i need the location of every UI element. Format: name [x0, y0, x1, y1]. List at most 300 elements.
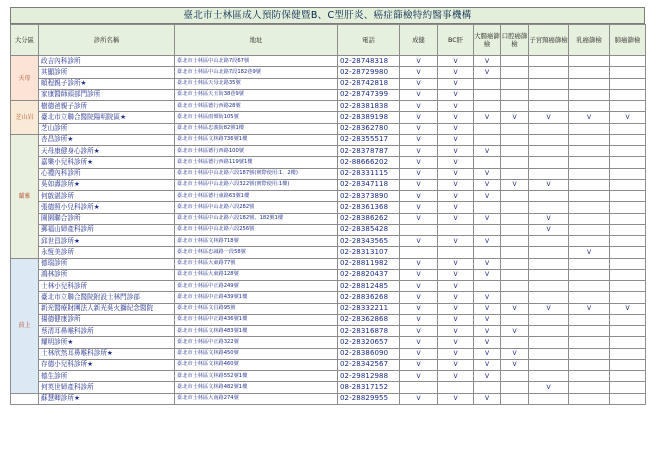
clinic-phone: 02-28355517 — [338, 134, 400, 145]
table-row — [11, 213, 646, 224]
clinic-phone: 02-28320657 — [338, 337, 400, 348]
table-row — [11, 393, 646, 404]
clinic-phone: 02-28820437 — [338, 269, 400, 280]
sheet-title: 臺北市士林區成人預防保健暨B、C型肝炎、癌症篩檢特約醫事機構 — [10, 7, 645, 24]
adult-checkup-mark: V — [400, 89, 438, 100]
clinic-name: 新光醫療財團法人新光吳火獅紀念醫院 — [39, 303, 175, 314]
hepatitis-bc-mark: V — [438, 157, 474, 168]
clinic-phone: 02-28362780 — [338, 123, 400, 134]
hepatitis-bc-mark — [438, 224, 474, 235]
adult-checkup-mark: V — [400, 157, 438, 168]
header-address: 地址 — [175, 25, 338, 56]
clinic-address: 臺北市士林區中山北路六段256號 — [175, 224, 338, 235]
breast-screening-mark — [569, 236, 610, 247]
clinic-address: 臺北市士林區德行東路63號1樓 — [175, 191, 338, 202]
table-row — [11, 134, 646, 145]
header-name: 診所名稱 — [39, 25, 175, 56]
cervical-screening-mark — [529, 236, 569, 247]
clinic-phone: 02-28343565 — [338, 236, 400, 247]
hepatitis-bc-mark: V — [438, 269, 474, 280]
clinic-name: 士林小兒科診所 — [39, 281, 175, 292]
hepatitis-bc-mark: V — [438, 236, 474, 247]
breast-screening-mark — [569, 89, 610, 100]
adult-checkup-mark: V — [400, 56, 438, 67]
breast-screening-mark — [569, 101, 610, 112]
cervical-screening-mark — [529, 326, 569, 337]
lung-screening-mark — [610, 168, 646, 179]
hepatitis-bc-mark: V — [438, 56, 474, 67]
adult-checkup-mark: V — [400, 371, 438, 382]
clinic-name: 政吉內科診所 — [39, 56, 175, 67]
colon-screening-mark: V — [474, 348, 501, 359]
adult-checkup-mark: V — [400, 326, 438, 337]
clinic-address: 臺北市士林區中正路322號 — [175, 337, 338, 348]
cervical-screening-mark: V — [529, 303, 569, 314]
clinic-name: 永恆美診所 — [39, 247, 175, 258]
colon-screening-mark — [474, 78, 501, 89]
table-row — [11, 348, 646, 359]
lung-screening-mark — [610, 67, 646, 78]
table-row — [11, 224, 646, 235]
table-row — [11, 269, 646, 280]
table-row — [11, 123, 646, 134]
oral-screening-mark — [501, 337, 529, 348]
clinic-phone: 02-28331115 — [338, 168, 400, 179]
cervical-screening-mark: V — [529, 382, 569, 393]
oral-screening-mark — [501, 146, 529, 157]
lung-screening-mark — [610, 247, 646, 258]
hepatitis-bc-mark: V — [438, 101, 474, 112]
breast-screening-mark — [569, 393, 610, 404]
clinic-phone: 02-28389198 — [338, 112, 400, 123]
clinic-address: 臺北市士林區中山北路7段182巷9號 — [175, 67, 338, 78]
oral-screening-mark — [501, 67, 529, 78]
clinic-name: 順程親子診所★ — [39, 78, 175, 89]
clinic-phone: 02-28812485 — [338, 281, 400, 292]
adult-checkup-mark: V — [400, 146, 438, 157]
breast-screening-mark — [569, 67, 610, 78]
cervical-screening-mark: V — [529, 179, 569, 190]
clinic-name: 嘉樂小兒科診所★ — [39, 157, 175, 168]
clinic-address: 臺北市士林區忠誠路一段58號 — [175, 247, 338, 258]
breast-screening-mark — [569, 371, 610, 382]
cervical-screening-mark — [529, 89, 569, 100]
breast-screening-mark — [569, 213, 610, 224]
cervical-screening-mark — [529, 67, 569, 78]
lung-screening-mark — [610, 101, 646, 112]
cervical-screening-mark: V — [529, 224, 569, 235]
adult-checkup-mark: V — [400, 292, 438, 303]
clinic-address: 臺北市士林區中山北路六段187號(實際使用:1、2樓) — [175, 168, 338, 179]
oral-screening-mark: V — [501, 326, 529, 337]
adult-checkup-mark: V — [400, 213, 438, 224]
lung-screening-mark — [610, 202, 646, 213]
cervical-screening-mark — [529, 348, 569, 359]
oral-screening-mark: V — [501, 303, 529, 314]
table-body — [11, 56, 646, 405]
colon-screening-mark — [474, 134, 501, 145]
colon-screening-mark: V — [474, 292, 501, 303]
adult-checkup-mark: V — [400, 168, 438, 179]
clinic-name: 揚德健康診所 — [39, 314, 175, 325]
table-header-row — [11, 25, 646, 56]
clinic-phone: 02-28332211 — [338, 303, 400, 314]
clinic-name: 臺北市立聯合醫院附設士林門診部 — [39, 292, 175, 303]
table-row — [11, 337, 646, 348]
table-row — [11, 101, 646, 112]
header-breast-screening: 乳癌篩檢 — [569, 25, 610, 56]
colon-screening-mark — [474, 89, 501, 100]
clinic-address: 臺北市士林區文林路483號1樓 — [175, 326, 338, 337]
oral-screening-mark — [501, 78, 529, 89]
breast-screening-mark — [569, 191, 610, 202]
clinic-name: 鴻林診所 — [39, 269, 175, 280]
oral-screening-mark — [501, 168, 529, 179]
breast-screening-mark — [569, 146, 610, 157]
breast-screening-mark — [569, 359, 610, 370]
cervical-screening-mark — [529, 146, 569, 157]
oral-screening-mark — [501, 213, 529, 224]
clinic-address: 臺北市士林區文林路482號1樓 — [175, 382, 338, 393]
clinic-phone: 02-28386262 — [338, 213, 400, 224]
cervical-screening-mark — [529, 191, 569, 202]
hepatitis-bc-mark: V — [438, 202, 474, 213]
clinic-address: 臺北市士林區雨聲街105號 — [175, 112, 338, 123]
clinic-address: 臺北市士林區中山北路六段282號 — [175, 202, 338, 213]
clinic-name: 杏昌診所★ — [39, 134, 175, 145]
table-row — [11, 247, 646, 258]
colon-screening-mark: V — [474, 303, 501, 314]
table-row — [11, 359, 646, 370]
lung-screening-mark — [610, 89, 646, 100]
lung-screening-mark — [610, 348, 646, 359]
clinic-name: 蔡清耳鼻喉科診所 — [39, 326, 175, 337]
breast-screening-mark — [569, 78, 610, 89]
colon-screening-mark: V — [474, 269, 501, 280]
table-row — [11, 112, 646, 123]
cervical-screening-mark — [529, 258, 569, 269]
oral-screening-mark — [501, 157, 529, 168]
hepatitis-bc-mark: V — [438, 393, 474, 404]
oral-screening-mark: V — [501, 348, 529, 359]
clinic-address: 臺北市士林區德行西路28號 — [175, 101, 338, 112]
hepatitis-bc-mark: V — [438, 303, 474, 314]
lung-screening-mark — [610, 213, 646, 224]
table-row — [11, 371, 646, 382]
hepatitis-bc-mark — [438, 247, 474, 258]
lung-screening-mark — [610, 314, 646, 325]
clinic-name: 蘇慧卿診所★ — [39, 393, 175, 404]
area-cell: 前上 — [11, 258, 39, 393]
colon-screening-mark: V — [474, 67, 501, 78]
cervical-screening-mark — [529, 247, 569, 258]
oral-screening-mark: V — [501, 359, 529, 370]
clinic-name: 德瑞診所 — [39, 258, 175, 269]
lung-screening-mark — [610, 393, 646, 404]
breast-screening-mark — [569, 56, 610, 67]
colon-screening-mark — [474, 157, 501, 168]
table-row — [11, 236, 646, 247]
colon-screening-mark: V — [474, 337, 501, 348]
cervical-screening-mark — [529, 337, 569, 348]
clinic-phone: 02-28378787 — [338, 146, 400, 157]
hepatitis-bc-mark: V — [438, 168, 474, 179]
clinic-phone: 02-28381838 — [338, 101, 400, 112]
table-row — [11, 89, 646, 100]
oral-screening-mark — [501, 292, 529, 303]
area-cell — [11, 393, 39, 404]
adult-checkup-mark — [400, 224, 438, 235]
oral-screening-mark — [501, 89, 529, 100]
lung-screening-mark — [610, 134, 646, 145]
clinic-address: 臺北市士林區忠義街82號1樓 — [175, 123, 338, 134]
adult-checkup-mark: V — [400, 236, 438, 247]
hepatitis-bc-mark: V — [438, 348, 474, 359]
breast-screening-mark — [569, 348, 610, 359]
oral-screening-mark — [501, 123, 529, 134]
clinic-name: 家康醫師頭部門診所 — [39, 89, 175, 100]
adult-checkup-mark: V — [400, 202, 438, 213]
oral-screening-mark — [501, 134, 529, 145]
clinic-phone: 08-28317152 — [338, 382, 400, 393]
cervical-screening-mark — [529, 134, 569, 145]
adult-checkup-mark: V — [400, 258, 438, 269]
hepatitis-bc-mark: V — [438, 112, 474, 123]
area-cell: 蘭雅 — [11, 134, 39, 258]
header-oral-screening: 口腔癌篩檢 — [501, 25, 529, 56]
clinic-name: 園園聯合診所 — [39, 213, 175, 224]
clinic-address: 臺北市士林區文林路450號 — [175, 348, 338, 359]
table-row — [11, 168, 646, 179]
clinic-name: 德生診所 — [39, 371, 175, 382]
table-row — [11, 157, 646, 168]
table-row — [11, 326, 646, 337]
colon-screening-mark — [474, 224, 501, 235]
lung-screening-mark — [610, 269, 646, 280]
cervical-screening-mark — [529, 168, 569, 179]
header-colon-screening: 大腸癌篩檢 — [474, 25, 501, 56]
hepatitis-bc-mark: V — [438, 179, 474, 190]
hepatitis-bc-mark — [438, 382, 474, 393]
breast-screening-mark — [569, 168, 610, 179]
clinic-name: 天母康健身心診所★ — [39, 146, 175, 157]
adult-checkup-mark: V — [400, 101, 438, 112]
colon-screening-mark: V — [474, 314, 501, 325]
oral-screening-mark — [501, 382, 529, 393]
adult-checkup-mark: V — [400, 393, 438, 404]
lung-screening-mark — [610, 157, 646, 168]
lung-screening-mark — [610, 382, 646, 393]
breast-screening-mark — [569, 292, 610, 303]
lung-screening-mark — [610, 359, 646, 370]
clinic-phone: 02-28386090 — [338, 348, 400, 359]
cervical-screening-mark — [529, 56, 569, 67]
colon-screening-mark — [474, 101, 501, 112]
cervical-screening-mark — [529, 269, 569, 280]
adult-checkup-mark: V — [400, 314, 438, 325]
adult-checkup-mark: V — [400, 303, 438, 314]
adult-checkup-mark — [400, 247, 438, 258]
clinic-name: 邱世昌診所★ — [39, 236, 175, 247]
header-hepatitis-bc: BC肝 — [438, 25, 474, 56]
clinic-name: 其顯診所 — [39, 67, 175, 78]
hepatitis-bc-mark: V — [438, 89, 474, 100]
lung-screening-mark — [610, 236, 646, 247]
clinic-phone: 02-28362868 — [338, 314, 400, 325]
clinic-table — [10, 24, 646, 405]
table-row — [11, 258, 646, 269]
breast-screening-mark — [569, 202, 610, 213]
breast-screening-mark — [569, 269, 610, 280]
cervical-screening-mark — [529, 371, 569, 382]
clinic-phone: 02-28811982 — [338, 258, 400, 269]
lung-screening-mark: V — [610, 112, 646, 123]
colon-screening-mark: V — [474, 236, 501, 247]
clinic-name: 芝山診所 — [39, 123, 175, 134]
clinic-address: 臺北市士林區文林路736號1樓 — [175, 134, 338, 145]
clinic-name: 張德照小兒科診所★ — [39, 202, 175, 213]
table-row — [11, 382, 646, 393]
breast-screening-mark — [569, 281, 610, 292]
table-row — [11, 303, 646, 314]
clinic-phone: 02-28373890 — [338, 191, 400, 202]
clinic-name: 吳如壽診所★ — [39, 179, 175, 190]
colon-screening-mark: V — [474, 258, 501, 269]
header-phone: 電話 — [338, 25, 400, 56]
hepatitis-bc-mark: V — [438, 258, 474, 269]
breast-screening-mark — [569, 123, 610, 134]
table-row — [11, 191, 646, 202]
clinic-address: 臺北市士林區文林路552號1樓 — [175, 371, 338, 382]
lung-screening-mark — [610, 258, 646, 269]
oral-screening-mark — [501, 314, 529, 325]
breast-screening-mark — [569, 224, 610, 235]
colon-screening-mark — [474, 247, 501, 258]
adult-checkup-mark: V — [400, 179, 438, 190]
cervical-screening-mark — [529, 359, 569, 370]
colon-screening-mark — [474, 281, 501, 292]
breast-screening-mark — [569, 258, 610, 269]
lung-screening-mark — [610, 123, 646, 134]
lung-screening-mark — [610, 281, 646, 292]
clinic-phone: 02-28747399 — [338, 89, 400, 100]
cervical-screening-mark — [529, 202, 569, 213]
breast-screening-mark — [569, 326, 610, 337]
breast-screening-mark: V — [569, 303, 610, 314]
hepatitis-bc-mark: V — [438, 123, 474, 134]
cervical-screening-mark — [529, 157, 569, 168]
clinic-address: 臺北市士林區大南路274號 — [175, 393, 338, 404]
cervical-screening-mark — [529, 101, 569, 112]
colon-screening-mark: V — [474, 168, 501, 179]
lung-screening-mark — [610, 224, 646, 235]
cervical-screening-mark: V — [529, 213, 569, 224]
cervical-screening-mark — [529, 314, 569, 325]
table-row — [11, 78, 646, 89]
clinic-phone: 02-28836268 — [338, 292, 400, 303]
header-cervical-screening: 子宮頸癌篩檢 — [529, 25, 569, 56]
oral-screening-mark: V — [501, 179, 529, 190]
adult-checkup-mark: V — [400, 123, 438, 134]
clinic-name: 心禮內科診所 — [39, 168, 175, 179]
table-row — [11, 146, 646, 157]
breast-screening-mark — [569, 157, 610, 168]
header-lung-screening: 肺癌篩檢 — [610, 25, 646, 56]
hepatitis-bc-mark: V — [438, 359, 474, 370]
clinic-phone: 02-28829955 — [338, 393, 400, 404]
oral-screening-mark — [501, 101, 529, 112]
hepatitis-bc-mark: V — [438, 337, 474, 348]
adult-checkup-mark: V — [400, 134, 438, 145]
hepatitis-bc-mark: V — [438, 78, 474, 89]
clinic-name: 耀明診所★ — [39, 337, 175, 348]
clinic-address: 臺北市士林區文昌路95號 — [175, 303, 338, 314]
hepatitis-bc-mark: V — [438, 326, 474, 337]
colon-screening-mark: V — [474, 56, 501, 67]
oral-screening-mark — [501, 258, 529, 269]
clinic-phone: 02-29812988 — [338, 371, 400, 382]
colon-screening-mark: V — [474, 146, 501, 157]
table-row — [11, 292, 646, 303]
colon-screening-mark: V — [474, 359, 501, 370]
oral-screening-mark — [501, 202, 529, 213]
adult-checkup-mark: V — [400, 78, 438, 89]
adult-checkup-mark: V — [400, 348, 438, 359]
clinic-phone: 02-28347118 — [338, 179, 400, 190]
colon-screening-mark: V — [474, 112, 501, 123]
clinic-address: 臺北市士林區天母北路35號 — [175, 78, 338, 89]
hepatitis-bc-mark: V — [438, 371, 474, 382]
oral-screening-mark — [501, 281, 529, 292]
clinic-phone: 02-28342567 — [338, 359, 400, 370]
lung-screening-mark — [610, 337, 646, 348]
cervical-screening-mark — [529, 281, 569, 292]
clinic-phone: 02-88666202 — [338, 157, 400, 168]
lung-screening-mark — [610, 146, 646, 157]
hepatitis-bc-mark: V — [438, 213, 474, 224]
clinic-name: 存德小兒科診所★ — [39, 359, 175, 370]
clinic-phone: 02-28316878 — [338, 326, 400, 337]
breast-screening-mark — [569, 179, 610, 190]
table-row — [11, 314, 646, 325]
breast-screening-mark — [569, 337, 610, 348]
lung-screening-mark — [610, 56, 646, 67]
clinic-name: 郵福山婦產科診所 — [39, 224, 175, 235]
clinic-name: 樹德爸親子診所 — [39, 101, 175, 112]
clinic-address: 臺北市士林區天玉街38巷9號 — [175, 89, 338, 100]
header-adult-checkup: 成健 — [400, 25, 438, 56]
header-area: 大分區 — [11, 25, 39, 56]
clinic-address: 臺北市士林區德行西路119號1樓 — [175, 157, 338, 168]
colon-screening-mark: V — [474, 393, 501, 404]
clinic-address: 臺北市士林區文林路718號 — [175, 236, 338, 247]
colon-screening-mark — [474, 202, 501, 213]
clinic-address: 臺北市士林區中正路436號1樓 — [175, 314, 338, 325]
clinic-name: 何啟湛診所 — [39, 191, 175, 202]
area-cell: 天母 — [11, 56, 39, 101]
table-row — [11, 179, 646, 190]
clinic-phone: 02-28742818 — [338, 78, 400, 89]
hepatitis-bc-mark: V — [438, 314, 474, 325]
clinic-address: 臺北市士林區大東路77號 — [175, 258, 338, 269]
oral-screening-mark — [501, 191, 529, 202]
breast-screening-mark — [569, 382, 610, 393]
clinic-phone: 02-28361368 — [338, 202, 400, 213]
adult-checkup-mark: V — [400, 337, 438, 348]
lung-screening-mark — [610, 292, 646, 303]
oral-screening-mark — [501, 247, 529, 258]
cervical-screening-mark: V — [529, 112, 569, 123]
